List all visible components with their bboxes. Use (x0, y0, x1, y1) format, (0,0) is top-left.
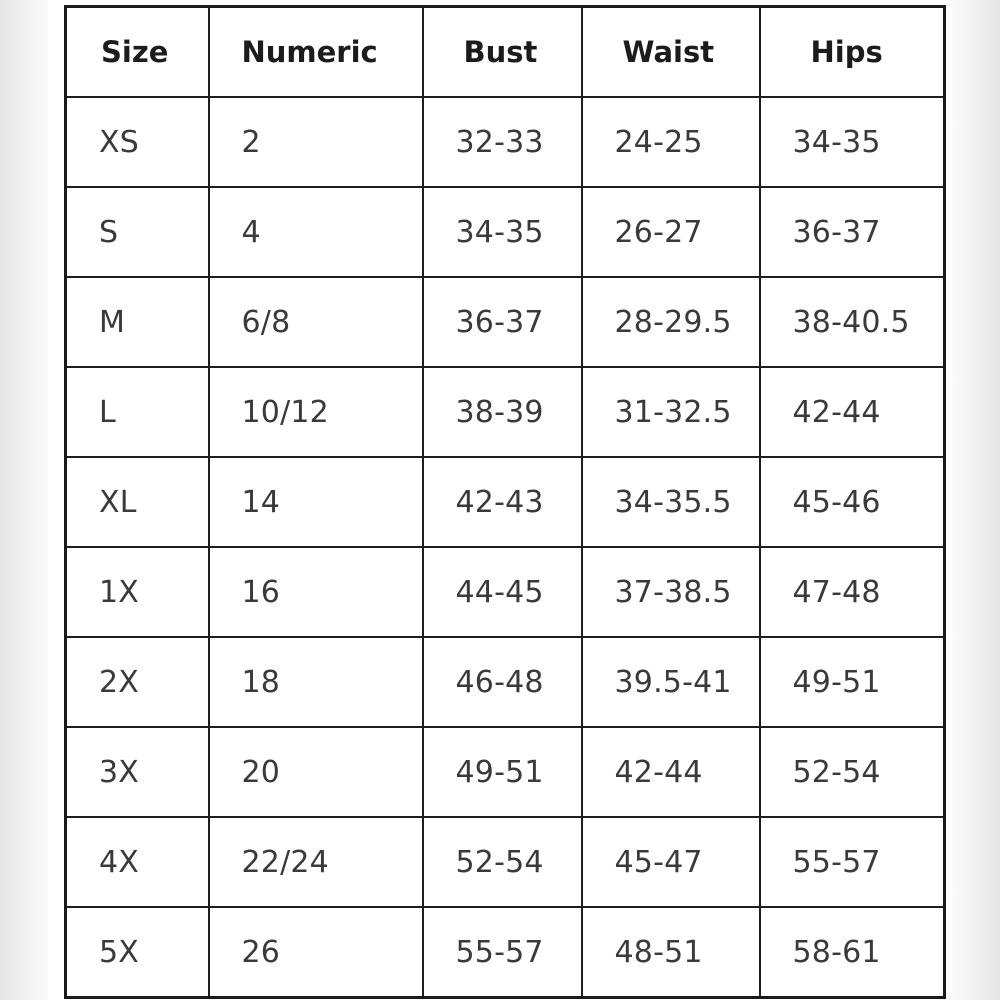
table-row (66, 97, 945, 187)
table-row (66, 727, 945, 817)
cell-numeric: 18 (209, 637, 423, 727)
cell-numeric: 6/8 (209, 277, 423, 367)
cell-hips: 55-57 (760, 817, 945, 907)
cell-numeric: 20 (209, 727, 423, 817)
cell-hips: 52-54 (760, 727, 945, 817)
cell-bust: 52-54 (423, 817, 582, 907)
cell-size: S (66, 187, 209, 277)
header-size: Size (66, 7, 209, 98)
cell-bust: 32-33 (423, 97, 582, 187)
right-shade (952, 0, 1000, 1000)
cell-hips: 34-35 (760, 97, 945, 187)
cell-size: 3X (66, 727, 209, 817)
header-waist: Waist (582, 7, 760, 98)
cell-bust: 34-35 (423, 187, 582, 277)
cell-numeric: 4 (209, 187, 423, 277)
cell-numeric: 16 (209, 547, 423, 637)
cell-waist: 31-32.5 (582, 367, 760, 457)
header-row (66, 7, 945, 98)
table-row (66, 637, 945, 727)
cell-waist: 24-25 (582, 97, 760, 187)
cell-bust: 44-45 (423, 547, 582, 637)
left-shade (0, 0, 48, 1000)
cell-waist: 45-47 (582, 817, 760, 907)
cell-waist: 39.5-41 (582, 637, 760, 727)
cell-bust: 38-39 (423, 367, 582, 457)
table-row (66, 277, 945, 367)
cell-size: XS (66, 97, 209, 187)
cell-numeric: 26 (209, 907, 423, 998)
cell-bust: 46-48 (423, 637, 582, 727)
table-row (66, 187, 945, 277)
cell-size: 2X (66, 637, 209, 727)
cell-hips: 49-51 (760, 637, 945, 727)
cell-bust: 36-37 (423, 277, 582, 367)
cell-hips: 38-40.5 (760, 277, 945, 367)
cell-size: 5X (66, 907, 209, 998)
cell-waist: 34-35.5 (582, 457, 760, 547)
header-bust: Bust (423, 7, 582, 98)
table-row (66, 817, 945, 907)
table-row (66, 367, 945, 457)
header-hips: Hips (760, 7, 945, 98)
cell-numeric: 2 (209, 97, 423, 187)
cell-hips: 47-48 (760, 547, 945, 637)
cell-hips: 45-46 (760, 457, 945, 547)
cell-size: 4X (66, 817, 209, 907)
cell-waist: 48-51 (582, 907, 760, 998)
cell-bust: 55-57 (423, 907, 582, 998)
cell-waist: 26-27 (582, 187, 760, 277)
cell-size: L (66, 367, 209, 457)
cell-size: XL (66, 457, 209, 547)
cell-waist: 37-38.5 (582, 547, 760, 637)
table-row (66, 457, 945, 547)
table-row (66, 547, 945, 637)
cell-hips: 42-44 (760, 367, 945, 457)
size-chart-table (64, 5, 946, 999)
table-row (66, 907, 945, 998)
cell-numeric: 22/24 (209, 817, 423, 907)
cell-hips: 36-37 (760, 187, 945, 277)
cell-bust: 42-43 (423, 457, 582, 547)
cell-numeric: 14 (209, 457, 423, 547)
cell-waist: 28-29.5 (582, 277, 760, 367)
cell-hips: 58-61 (760, 907, 945, 998)
cell-numeric: 10/12 (209, 367, 423, 457)
cell-size: M (66, 277, 209, 367)
cell-bust: 49-51 (423, 727, 582, 817)
cell-waist: 42-44 (582, 727, 760, 817)
cell-size: 1X (66, 547, 209, 637)
header-numeric: Numeric (209, 7, 423, 98)
